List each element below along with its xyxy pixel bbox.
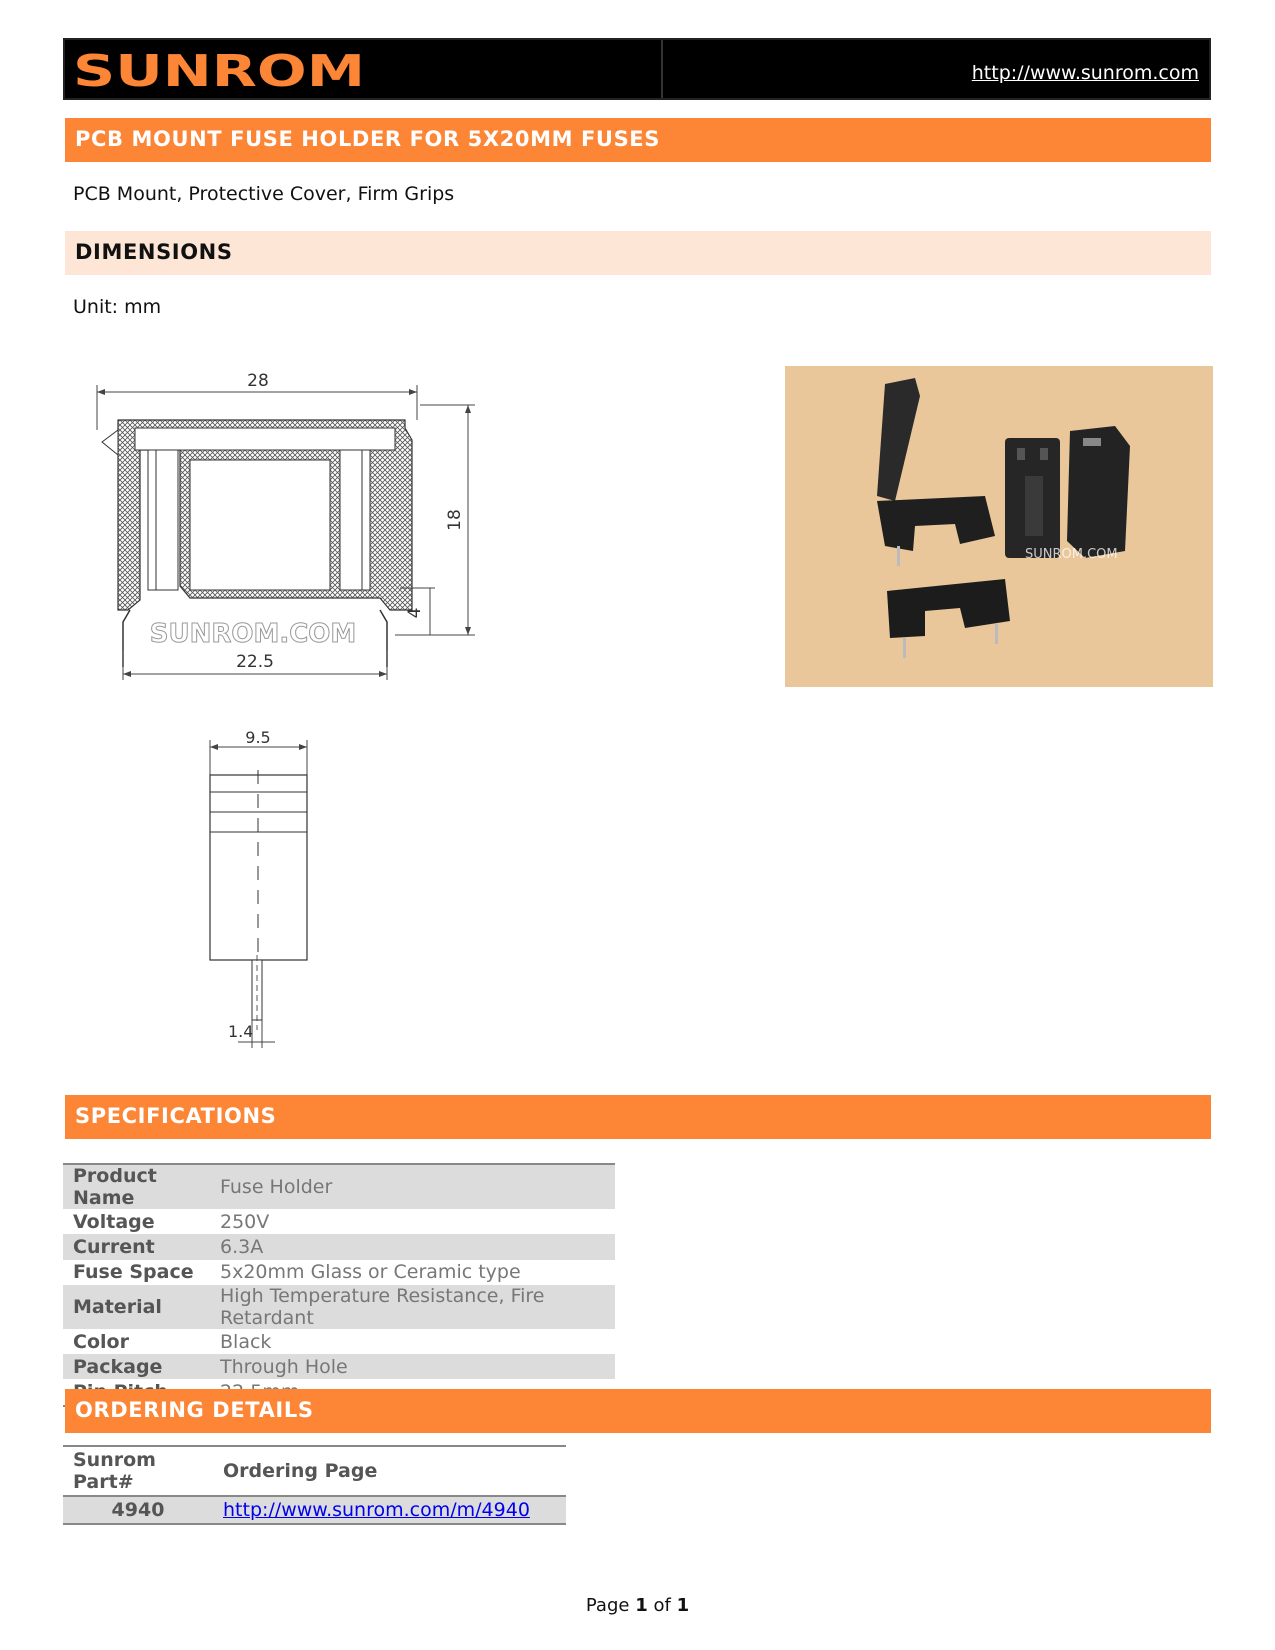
dimensions-bar xyxy=(65,231,1211,275)
page-word: Page xyxy=(585,1595,630,1616)
side-view-drawing xyxy=(200,730,320,1075)
spec-key: Product Name xyxy=(73,1165,157,1209)
ordering-page-link[interactable]: http://www.sunrom.com/m/4940 xyxy=(223,1499,530,1521)
table-row xyxy=(63,1234,615,1259)
page-header xyxy=(63,38,1211,100)
table-row xyxy=(63,1496,566,1524)
spec-value: 5x20mm Glass or Ceramic type xyxy=(220,1261,521,1284)
dim-pin-spacing: 22.5 xyxy=(236,652,274,672)
sunrom-logo xyxy=(71,48,371,92)
logo-text: SUNROM xyxy=(73,48,365,92)
page-title: PCB MOUNT FUSE HOLDER FOR 5X20MM FUSES xyxy=(75,127,660,151)
spec-key: Material xyxy=(73,1295,162,1318)
table-row xyxy=(63,1329,615,1354)
spec-key: Fuse Space xyxy=(73,1261,194,1284)
ordering-table xyxy=(63,1445,566,1525)
table-row xyxy=(63,1285,615,1329)
spec-value: 250V xyxy=(220,1210,270,1233)
page-total: 1 xyxy=(676,1595,690,1616)
tagline: PCB Mount, Protective Cover, Firm Grips xyxy=(73,183,455,205)
spec-value: High Temperature Resistance, Fire Retardant xyxy=(220,1284,545,1329)
specifications-heading: SPECIFICATIONS xyxy=(75,1104,277,1128)
dim-pin-width: 1.4 xyxy=(228,1022,254,1041)
spec-value: Through Hole xyxy=(220,1355,348,1378)
front-view-drawing xyxy=(90,370,510,700)
ordering-bar xyxy=(65,1389,1211,1433)
dim-side-width: 9.5 xyxy=(245,730,271,747)
part-number: 4940 xyxy=(63,1496,213,1524)
table-row xyxy=(63,1164,615,1209)
table-row xyxy=(63,1354,615,1379)
page-footer xyxy=(0,1595,1275,1616)
table-row xyxy=(63,1260,615,1285)
table-header-row xyxy=(63,1446,566,1496)
col-part-header: Sunrom Part# xyxy=(63,1446,213,1496)
spec-value: 6.3A xyxy=(220,1235,264,1258)
specifications-table xyxy=(63,1163,615,1407)
table-row xyxy=(63,1209,615,1234)
photo-watermark: SUNROM.COM xyxy=(1025,547,1118,562)
dim-pin-length: 4 xyxy=(405,607,425,619)
specifications-bar xyxy=(65,1095,1211,1139)
spec-key: Voltage xyxy=(73,1210,155,1233)
site-link[interactable]: http://www.sunrom.com xyxy=(971,62,1199,84)
dim-width-top: 28 xyxy=(247,371,269,391)
ordering-heading: ORDERING DETAILS xyxy=(75,1398,314,1422)
header-divider xyxy=(661,40,663,98)
spec-key: Package xyxy=(73,1355,163,1378)
title-bar xyxy=(65,118,1211,162)
col-page-header: Ordering Page xyxy=(213,1446,566,1496)
dimensions-heading: DIMENSIONS xyxy=(75,240,233,264)
ordering-link-cell xyxy=(213,1496,566,1524)
spec-value: Fuse Holder xyxy=(220,1176,333,1198)
spec-key: Color xyxy=(73,1330,129,1353)
unit-label: Unit: mm xyxy=(73,296,162,318)
of-word: of xyxy=(653,1595,671,1616)
spec-value: Black xyxy=(220,1330,272,1353)
spec-key: Current xyxy=(73,1235,155,1258)
dim-height: 18 xyxy=(445,509,465,531)
product-photo xyxy=(785,366,1213,687)
page-number: 1 xyxy=(635,1595,648,1616)
drawing-watermark: SUNROM.COM xyxy=(149,619,357,649)
